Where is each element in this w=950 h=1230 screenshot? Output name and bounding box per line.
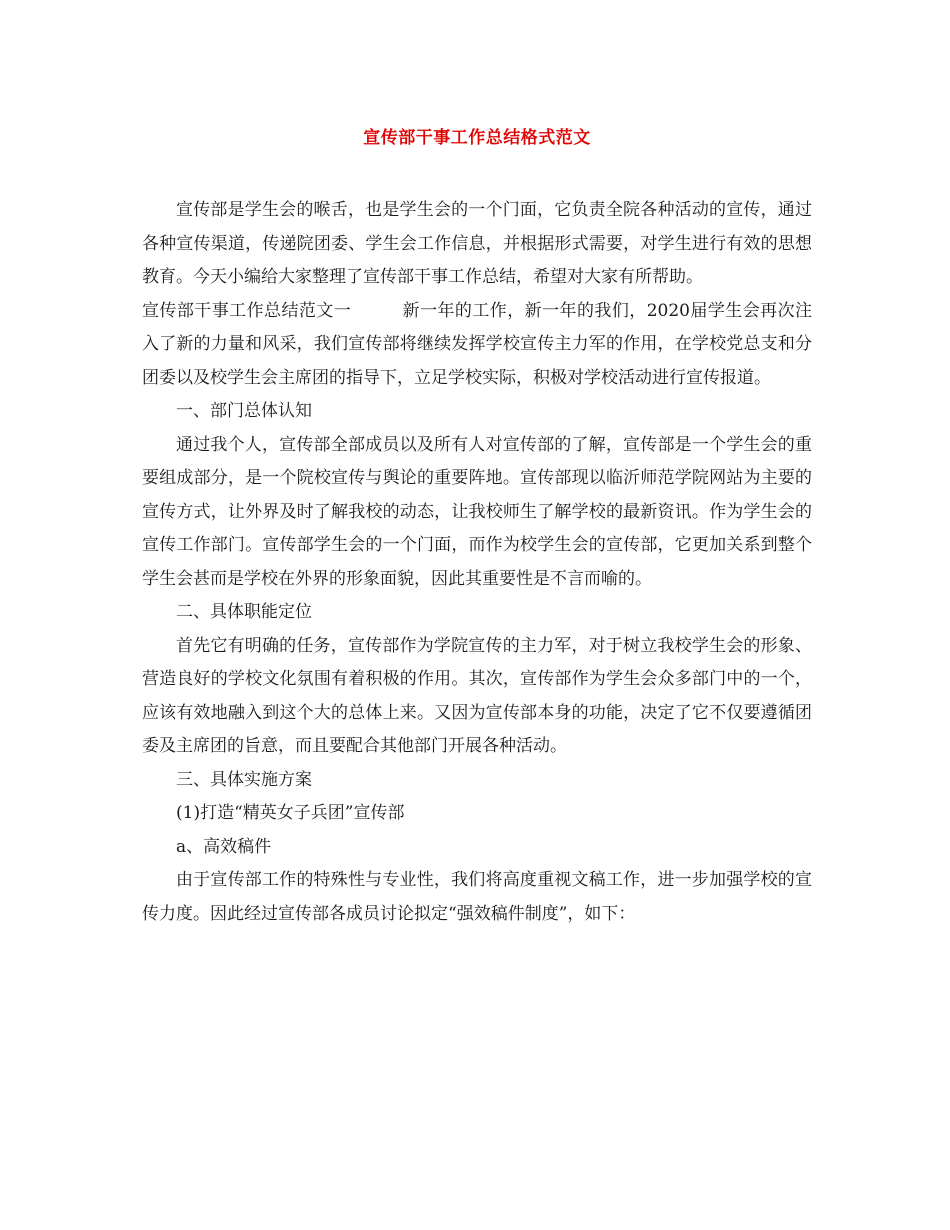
document-page xyxy=(142,118,812,931)
sample-text: 新一年的工作，新一年的我们，2020届学生会再次注入了新的力量和风采，我们宣传部将继续发挥学校宣传主力军的作用，在学校党总支和分团委以及校学生会主席团的指导下，立足学校实际，积极对学校活动进行宣传报道。 xyxy=(142,300,812,388)
intro-paragraph: 宣传部是学生会的喉舌，也是学生会的一个门面，它负责全院各种活动的宣传，通过各种宣传渠道，传递院团委、学生会工作信息，并根据形式需要，对学生进行有效的思想教育。今天小编给大家整理了宣传部干事工作总结，希望对大家有所帮助。 xyxy=(142,200,812,287)
sample-label: 宣传部干事工作总结范文一 xyxy=(142,300,352,321)
section3-heading: 三、具体实施方案 xyxy=(176,769,312,790)
subsection1-heading: (1)打造“精英女子兵团”宣传部 xyxy=(176,803,405,823)
section2-heading: 二、具体职能定位 xyxy=(176,602,312,622)
document-title: 宣传部干事工作总结格式范文 xyxy=(363,128,591,148)
item-a-heading: a、高效稿件 xyxy=(176,836,272,857)
item-a-paragraph: 由于宣传部工作的特殊性与专业性，我们将高度重视文稿工作，进一步加强学校的宣传力度。因此经过宣传部各成员讨论拟定“强效稿件制度”，如下： xyxy=(142,870,812,924)
section1-paragraph: 通过我个人，宣传部全部成员以及所有人对宣传部的了解，宣传部是一个学生会的重要组成部分，是一个院校宣传与舆论的重要阵地。宣传部现以临沂师范学院网站为主要的宣传方式，让外界及时了解我校的动态，让我校师生了解学校的最新资讯。作为学生会的宣传工作部门。宣传部学生会的一个门面，而作为校学生会的宣传部，它更加关系到整个学生会甚而是学校在外界的形象面貌，因此其重要性是不言而喻的。 xyxy=(142,434,812,589)
section1-heading: 一、部门总体认知 xyxy=(176,401,312,421)
sample-paragraph xyxy=(142,295,812,396)
section2-paragraph: 首先它有明确的任务，宣传部作为学院宣传的主力军，对于树立我校学生会的形象、营造良好的学校文化氛围有着积极的作用。其次，宣传部作为学生会众多部门中的一个，应该有效地融入到这个大的总体上来。又因为宣传部本身的功能，决定了它不仅要遵循团委及主席团的旨意，而且要配合其他部门开展各种活动。 xyxy=(142,635,812,756)
